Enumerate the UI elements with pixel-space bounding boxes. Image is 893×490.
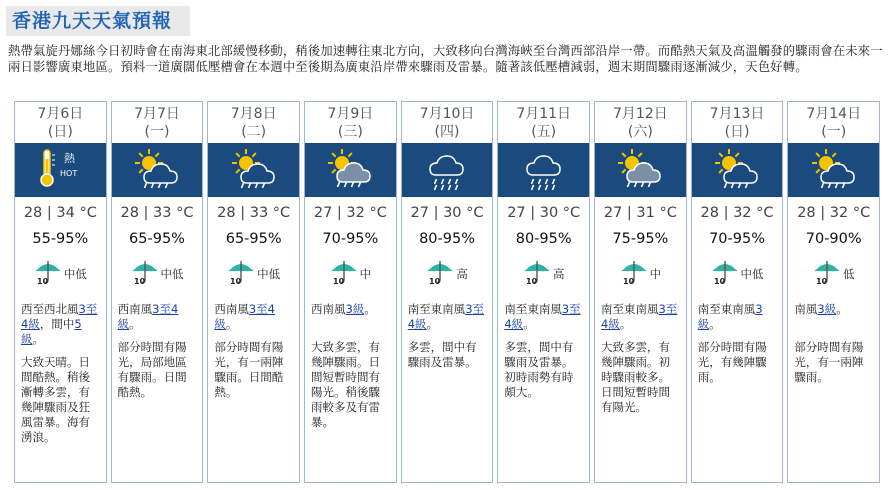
wind-force-link[interactable]: 3至4級 (21, 302, 98, 331)
relative-humidity-range: 65-95% (225, 231, 282, 247)
relative-humidity-range: 75-95% (612, 231, 669, 247)
forecast-weekday: (五) (531, 124, 557, 140)
weather-icon-band (208, 143, 299, 197)
wind-text: 南風 (794, 302, 818, 316)
page-title: 香港九天天氣預報 (6, 6, 190, 36)
umbrella-icon (711, 259, 739, 289)
forecast-date: 7月6日 (37, 106, 84, 122)
sunny-periods-showers-icon (227, 145, 281, 195)
temperature-range: 28 | 33 °C (217, 205, 291, 221)
psr-indicator (208, 259, 299, 289)
psr-level: 中低 (160, 267, 184, 281)
wind-text: 。 (836, 302, 848, 316)
sunny-periods-showers-icon (710, 145, 764, 195)
relative-humidity-range: 70-90% (805, 231, 862, 247)
psr-indicator (498, 259, 589, 289)
day-header (402, 102, 493, 143)
weather-description: 多雲，間中有驟雨及雷暴。 (407, 340, 477, 369)
forecast-day-card (691, 101, 784, 483)
forecast-day-card (207, 101, 300, 483)
weather-description: 部分時間有陽光，有一兩陣驟雨。日間酷熱。 (214, 340, 284, 399)
weather-description: 多雲，間中有驟雨及雷暴。初時雨勢有時頗大。 (504, 340, 574, 399)
day-header (692, 102, 783, 143)
wind-force-link[interactable]: 3至4級 (117, 302, 179, 331)
psr-indicator (788, 259, 879, 289)
svg-text:10: 10 (525, 277, 538, 285)
wind-force-link[interactable]: 3級 (345, 302, 365, 316)
wind-text: 。 (225, 317, 238, 331)
forecast-date: 7月7日 (134, 106, 180, 122)
day-header (595, 102, 686, 143)
forecast-date: 7月13日 (709, 106, 765, 122)
psr-level: 中低 (740, 267, 764, 281)
forecast-date: 7月11日 (516, 106, 572, 122)
sunny-intervals-showers-icon (323, 145, 377, 195)
forecast-day-card (787, 101, 880, 483)
wind-text: 。 (32, 332, 44, 346)
umbrella-icon (227, 259, 255, 289)
day-header (15, 102, 106, 143)
weather-description: 部分時間有陽光，有一兩陣驟雨。 (794, 340, 864, 384)
wind-force-link[interactable]: 5級 (21, 317, 82, 346)
relative-humidity-range: 70-95% (709, 231, 765, 247)
forecast-day-card (401, 101, 494, 483)
weather-description: 部分時間有陽光，局部地區有驟雨。日間酷熱。 (117, 340, 187, 399)
forecast-date: 7月8日 (230, 106, 277, 122)
wind-forecast (408, 302, 487, 332)
umbrella-icon (34, 259, 62, 289)
wind-text: 南至東南風 (407, 302, 466, 316)
sunny-intervals-showers-icon (613, 145, 667, 195)
very-hot-icon (33, 145, 87, 195)
weather-description: 大致多雲，有幾陣驟雨。初時驟雨較多。日間短暫時間有陽光。 (601, 340, 671, 414)
forecast-day-card (111, 101, 204, 483)
psr-level: 中低 (63, 267, 87, 281)
temperature-range: 28 | 33 °C (120, 205, 194, 221)
svg-text:10: 10 (622, 277, 634, 285)
temperature-range: 27 | 30 °C (507, 205, 581, 221)
forecast-day-card (497, 101, 590, 483)
svg-text:10: 10 (332, 277, 344, 285)
temperature-range: 28 | 34 °C (23, 205, 97, 221)
psr-indicator (692, 259, 783, 289)
wind-forecast (21, 302, 100, 347)
umbrella-icon (131, 259, 159, 289)
day-header (112, 102, 203, 143)
umbrella-icon (813, 259, 841, 289)
wind-forecast (311, 302, 390, 332)
forecast-weekday: (六) (627, 124, 653, 140)
wind-text: ，間中 (39, 317, 75, 331)
relative-humidity-range: 65-95% (129, 231, 185, 247)
umbrella-icon (426, 259, 454, 289)
wind-text: 。 (426, 317, 439, 331)
wind-force-link[interactable]: 3至4級 (504, 302, 581, 331)
relative-humidity-range: 70-95% (322, 231, 379, 247)
psr-indicator (595, 259, 686, 289)
weather-description: 大致天晴。日間酷熱。稍後漸轉多雲，有幾陣驟雨及狂風雷暴。海有湧浪。 (21, 355, 90, 444)
wind-force-link[interactable]: 3至4級 (601, 302, 678, 331)
wind-text: 。 (619, 317, 632, 331)
day-header (788, 102, 879, 143)
weather-icon-band (112, 143, 203, 197)
weather-description: 大致多雲，有幾陣驟雨。日間短暫時間有陽光。稍後驟雨較多及有雷暴。 (311, 340, 381, 429)
forecast-weekday: (三) (337, 124, 363, 140)
umbrella-icon (330, 259, 358, 289)
wind-text: 西至西北風 (21, 302, 79, 316)
psr-indicator (305, 259, 396, 289)
svg-text:10: 10 (713, 277, 725, 285)
weather-icon-band (15, 143, 106, 197)
forecast-day-card (594, 101, 687, 483)
forecast-weekday: (一) (821, 124, 847, 140)
wind-forecast (794, 302, 873, 332)
heavy-showers-icon (420, 145, 474, 195)
day-header (498, 102, 589, 143)
weather-icon-band (402, 143, 493, 197)
psr-indicator (402, 259, 493, 289)
wind-text: 。 (523, 317, 535, 331)
weather-icon-band (498, 143, 589, 197)
svg-text:熱: 熱 (64, 152, 76, 165)
weather-icon-band (595, 143, 686, 197)
sunny-periods-showers-icon (807, 145, 861, 195)
forecast-weekday: (四) (434, 124, 460, 140)
weather-icon-band (692, 143, 783, 197)
wind-text: 。 (364, 302, 376, 316)
forecast-weekday: (一) (144, 124, 170, 140)
forecast-weekday: (二) (241, 124, 267, 140)
temperature-range: 27 | 31 °C (603, 205, 677, 221)
wind-text: 西南風 (214, 302, 249, 316)
svg-text:10: 10 (36, 277, 48, 285)
svg-text:10: 10 (815, 277, 828, 285)
relative-humidity-range: 80-95% (419, 231, 475, 247)
weather-icon-band (788, 143, 879, 197)
wind-text: 南至東南風 (697, 302, 756, 316)
wind-force-link[interactable]: 3級 (697, 302, 763, 331)
psr-indicator (112, 259, 203, 289)
psr-level: 中 (649, 267, 662, 281)
wind-forecast (118, 302, 197, 332)
forecast-date: 7月12日 (613, 106, 668, 122)
wind-text: 。 (129, 317, 141, 331)
relative-humidity-range: 80-95% (515, 231, 572, 247)
svg-text:HOT: HOT (60, 169, 78, 178)
weather-icon-band (305, 143, 396, 197)
day-header (305, 102, 396, 143)
psr-indicator (15, 259, 106, 289)
wind-text: 南至東南風 (601, 302, 659, 316)
psr-level: 中 (359, 267, 372, 281)
wind-text: 南至東南風 (504, 302, 562, 316)
svg-text:10: 10 (429, 277, 441, 285)
day-header (208, 102, 299, 143)
umbrella-icon (620, 259, 648, 289)
psr-level: 低 (842, 267, 855, 281)
forecast-date: 7月10日 (419, 106, 475, 122)
temperature-range: 28 | 32 °C (700, 205, 774, 221)
wind-forecast (504, 302, 583, 332)
psr-level: 高 (456, 267, 468, 281)
svg-text:10: 10 (133, 277, 145, 285)
forecast-day-card (14, 101, 107, 483)
weather-description: 部分時間有陽光，有幾陣驟雨。 (697, 340, 767, 384)
nine-day-forecast-list (14, 101, 880, 483)
wind-force-link[interactable]: 3級 (817, 302, 837, 316)
wind-force-link[interactable]: 3至4級 (407, 302, 485, 331)
temperature-range: 27 | 30 °C (410, 205, 484, 221)
forecast-date: 7月9日 (327, 106, 374, 122)
relative-humidity-range: 55-95% (32, 231, 89, 247)
wind-text: 。 (709, 317, 721, 331)
wind-forecast (698, 302, 777, 332)
temperature-range: 28 | 32 °C (797, 205, 871, 221)
forecast-weekday: (日) (47, 124, 73, 140)
umbrella-icon (523, 259, 551, 289)
svg-text:10: 10 (230, 277, 242, 285)
wind-text: 西南風 (117, 302, 153, 316)
forecast-date: 7月14日 (806, 106, 862, 122)
wind-forecast (601, 302, 680, 332)
heavy-showers-icon (517, 145, 571, 195)
forecast-day-card (304, 101, 397, 483)
wind-text: 西南風 (311, 302, 346, 316)
psr-level: 中低 (257, 267, 281, 281)
psr-level: 高 (552, 267, 565, 281)
general-situation-text: 熱帶氣旋丹娜絲今日初時會在南海東北部緩慢移動，稍後加速轉往東北方向，大致移向台灣海峽至台灣西部沿岸一帶。而酷熱天氣及高溫觸發的驟雨會在未來一兩日影響廣東地區。預料一道廣闊低壓槽會在本週中至後期為廣東沿岸帶來驟雨及雷暴。隨著該低壓槽減弱，週末期間驟雨逐漸減少，天色好轉。 (8, 44, 883, 74)
forecast-weekday: (日) (724, 124, 750, 140)
sunny-periods-showers-icon (130, 145, 184, 195)
wind-force-link[interactable]: 3至4級 (214, 302, 275, 331)
temperature-range: 27 | 32 °C (313, 205, 387, 221)
wind-forecast (214, 302, 293, 332)
